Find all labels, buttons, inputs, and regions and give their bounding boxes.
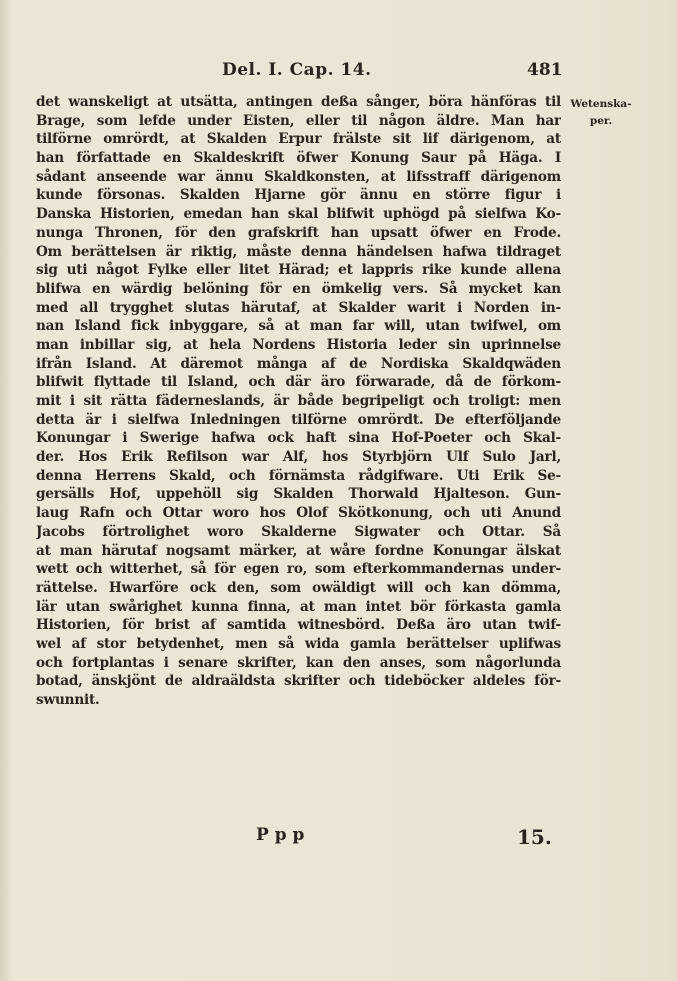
text-line: laug Rafn och Ottar woro hos Olof Skötkonung, och uti Anund	[36, 505, 561, 522]
body-text	[36, 93, 561, 710]
text-line: blifwa en wärdig belöning för en ömkelig vers. Så mycket kan	[36, 280, 561, 297]
text-line: denna Herrens Skald, och förnämsta rådgifware. Uti Erik Se-	[36, 467, 561, 484]
text-line: kunde försonas. Skalden Hjarne gör ännu en större figur i	[36, 187, 561, 204]
text-line: Om berättelsen är riktig, måste denna händelsen hafwa tildraget	[36, 243, 561, 260]
text-line: han författade en Skaldeskrift öfwer Konung Saur på Häga. I	[36, 150, 561, 167]
text-line: Brage, som lefde under Eisten, eller til någon äldre. Man har	[36, 112, 561, 129]
catchword: 15.	[517, 825, 552, 849]
text-line: Jacobs förtrolighet woro Skalderne Sigwater och Ottar. Så	[36, 523, 561, 540]
margin-note-line: Wetenska-	[570, 98, 632, 110]
text-line: at man härutaf nogsamt märker, at wåre fordne Konungar älskat	[36, 542, 561, 559]
margin-note-line: per.	[589, 115, 613, 127]
text-line: der. Hos Erik Refilson war Alf, hos Styrbjörn Ulf Sulo Jarl,	[36, 449, 561, 466]
text-line: botad, änskjönt de aldraäldsta skrifter och tideböcker aldeles för-	[36, 673, 561, 690]
text-line: swunnit.	[36, 692, 100, 708]
text-line: nunga Thronen, för den grafskrift han upsatt öfwer en Frode.	[36, 224, 561, 241]
text-line: tilförne omrördt, at Skalden Erpur frälste sit lif därigenom, at	[36, 131, 561, 148]
text-line: gersälls Hof, uppehöll sig Skalden Thorwald Hjalteson. Gun-	[36, 486, 561, 503]
text-line: lär utan swårighet kunna finna, at man intet bör förkasta gamla	[36, 598, 561, 615]
text-line: detta är i sielfwa Inledningen tilförne omrördt. De efterföljande	[36, 411, 561, 428]
text-line: med all trygghet slutas härutaf, at Skalder warit i Norden in-	[36, 299, 561, 316]
text-line: man inbillar sig, at hela Nordens Historia leder sin uprinnelse	[36, 336, 561, 353]
text-line: ifrån Island. At däremot många af de Nordiska Skaldqwäden	[36, 355, 561, 372]
text-line: Historien, för brist af samtida witnesbörd. Deßa äro utan twif-	[36, 617, 561, 634]
text-line: Konungar i Swerige hafwa ock haft sina Hof-Poeter och Skal-	[36, 430, 561, 447]
text-line: det wanskeligt at utsätta, antingen deßa sånger, böra hänföras til	[36, 94, 561, 110]
text-line: Danska Historien, emedan han skal blifwit uphögd på sielfwa Ko-	[36, 206, 561, 223]
text-line: wett och witterhet, så för egen ro, som efterkommandernas under-	[36, 561, 561, 578]
text-line: mit i sit rätta fäderneslands, är både begripeligt och troligt: men	[36, 393, 561, 409]
margin-note	[565, 96, 637, 130]
running-head: Del. I. Cap. 14.	[222, 60, 372, 80]
text-line: sådant anseende war ännu Skaldkonsten, at lifsstraff därigenom	[36, 168, 561, 185]
text-line: wel af stor betydenhet, men så wida gamla berättelser uplifwas	[36, 635, 561, 652]
page-number: 481	[527, 60, 563, 80]
page-header	[0, 60, 677, 84]
text-line: sig uti något Fylke eller litet Härad; et lappris rike kunde allena	[36, 262, 561, 279]
text-line: blifwit flyttade til Island, och där äro förwarade, då de förkom-	[36, 374, 561, 391]
text-line: och fortplantas i senare skrifter, kan den anses, som någorlunda	[36, 654, 561, 671]
text-line: rättelse. Hwarföre ock den, som owäldigt will och kan dömma,	[36, 579, 561, 596]
text-line: nan Island fick inbyggare, så at man far will, utan twifwel, om	[36, 318, 561, 335]
signature-mark: P p p	[256, 825, 305, 845]
